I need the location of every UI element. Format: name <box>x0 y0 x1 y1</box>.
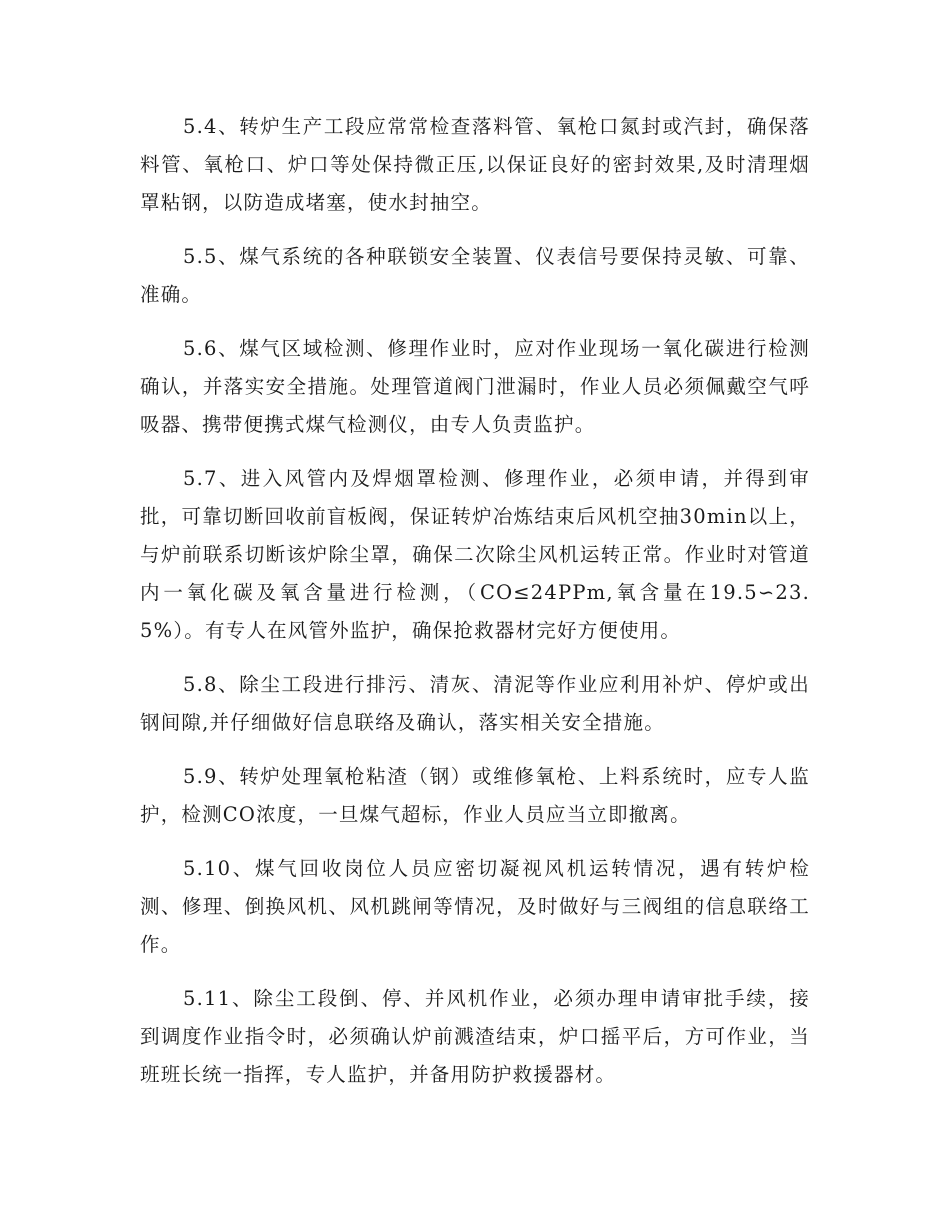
paragraph-5-7: 5.7、进入风管内及焊烟罩检测、修理作业，必须申请，并得到审批，可靠切断回收前盲板阀，保证转炉冶炼结束后风机空抽30min以上，与炉前联系切断该炉除尘罩，确保二次除尘风机运转正常。作业时对管道内一氧化碳及氧含量进行检测，（CO≤24PPm,氧含量在19.5∽23.5%）。有专人在风管外监护，确保抢救器材完好方便使用。 <box>140 467 810 642</box>
paragraph-5-10: 5.10、煤气回收岗位人员应密切凝视风机运转情况，遇有转炉检测、修理、倒换风机、风机跳闸等情况，及时做好与三阀组的信息联络工作。 <box>140 857 810 956</box>
paragraph-5-8: 5.8、除尘工段进行排污、清灰、清泥等作业应利用补炉、停炉或出钢间隙,并仔细做好信息联络及确认，落实相关安全措施。 <box>140 673 810 734</box>
paragraph-5-6: 5.6、煤气区域检测、修理作业时，应对作业现场一氧化碳进行检测确认，并落实安全措施。处理管道阀门泄漏时，作业人员必须佩戴空气呼吸器、携带便携式煤气检测仪，由专人负责监护。 <box>140 337 810 436</box>
paragraph-5-11: 5.11、除尘工段倒、停、并风机作业，必须办理申请审批手续，接到调度作业指令时，必须确认炉前溅渣结束，炉口摇平后，方可作业，当班班长统一指挥，专人监护，并备用防护救援器材。 <box>140 987 810 1086</box>
paragraph-5-4: 5.4、转炉生产工段应常常检查落料管、氧枪口氮封或汽封，确保落料管、氧枪口、炉口等处保持微正压,以保证良好的密封效果,及时清理烟罩粘钢，以防造成堵塞，使水封抽空。 <box>140 115 810 214</box>
document-body <box>140 108 810 1110</box>
paragraph-5-9: 5.9、转炉处理氧枪粘渣（钢）或维修氧枪、上料系统时，应专人监护，检测CO浓度，一旦煤气超标，作业人员应当立即撤离。 <box>140 765 810 826</box>
paragraph-5-5: 5.5、煤气系统的各种联锁安全装置、仪表信号要保持灵敏、可靠、准确。 <box>140 245 810 306</box>
